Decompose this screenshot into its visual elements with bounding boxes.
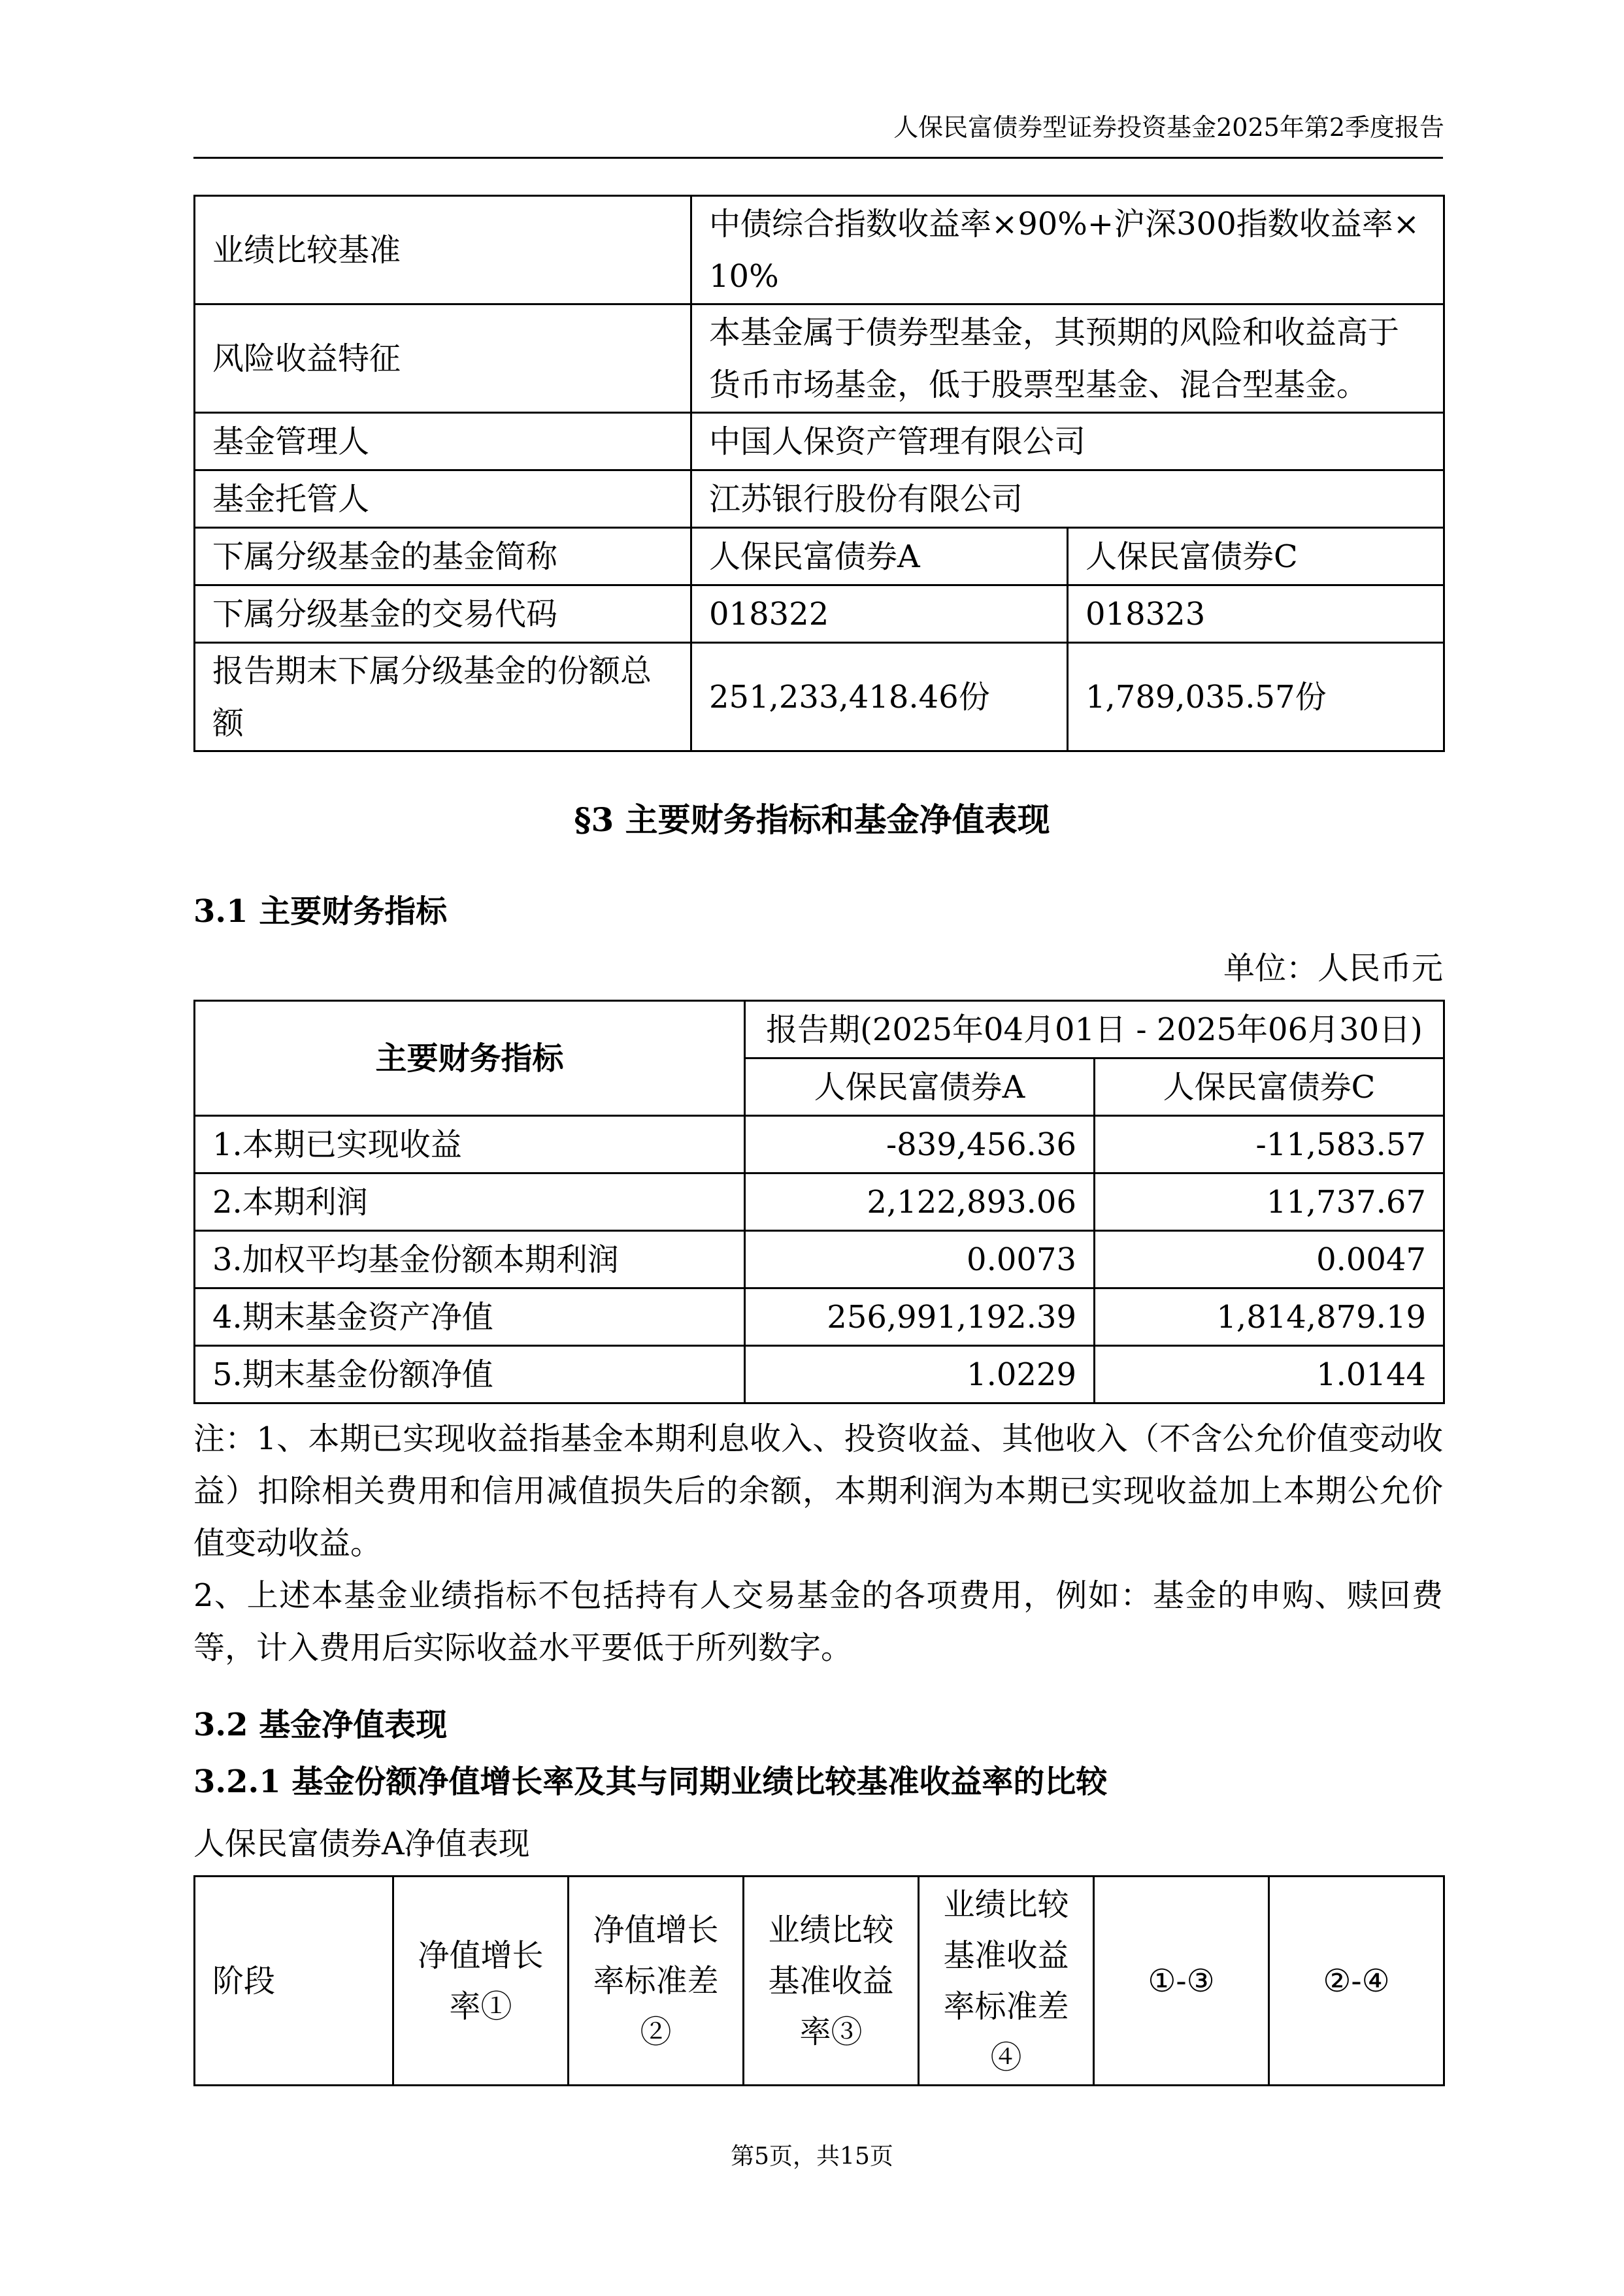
value-a: 1.0229: [745, 1346, 1095, 1403]
row-label: 基金管理人: [195, 413, 691, 470]
table-row: [195, 1288, 1444, 1346]
header-diff-2-4: ②-④: [1269, 1877, 1444, 2086]
table-row: [195, 643, 1444, 751]
row-label: 基金托管人: [195, 470, 691, 528]
subsection-title: 3.1 主要财务指标: [193, 893, 448, 930]
table-row: [195, 1346, 1444, 1403]
indicator-label: 2.本期利润: [195, 1173, 745, 1231]
col-c-header: 人保民富债券C: [1095, 1058, 1444, 1116]
header-divider: [193, 157, 1443, 159]
benchmark-value: 中债综合指数收益率×90%+沪深300指数收益率×10%: [691, 196, 1444, 304]
value-a: 256,991,192.39: [745, 1288, 1095, 1346]
table-row: [195, 1173, 1444, 1231]
table-row: [195, 413, 1444, 470]
fund-manager-value: 中国人保资产管理有限公司: [691, 413, 1444, 470]
table-row: [195, 528, 1444, 585]
indicator-label: 1.本期已实现收益: [195, 1116, 745, 1173]
table-header-row: [195, 1877, 1444, 2086]
header-benchmark-std: 业绩比较基准收益率标准差④: [919, 1877, 1094, 2086]
value-c: -11,583.57: [1095, 1116, 1444, 1173]
table-row: [195, 585, 1444, 643]
table-row: [195, 1231, 1444, 1288]
risk-return-value: 本基金属于债券型基金，其预期的风险和收益高于货币市场基金，低于股票型基金、混合型基金。: [691, 304, 1444, 413]
subsection-title: 3.2 基金净值表现: [193, 1707, 448, 1743]
subsection-subtitle: 3.2.1 基金份额净值增长率及其与同期业绩比较基准收益率的比较: [193, 1763, 1108, 1800]
notes-block: [193, 1413, 1443, 1674]
period-header: 报告期(2025年04月01日 - 2025年06月30日): [745, 1001, 1444, 1058]
share-c-value: 1,789,035.57份: [1068, 643, 1444, 751]
row-label: 报告期末下属分级基金的份额总额: [195, 643, 691, 751]
fund-info-table: [193, 195, 1445, 752]
page-footer: 第5页，共15页: [731, 2143, 893, 2170]
table-row: [195, 1116, 1444, 1173]
custodian-value: 江苏银行股份有限公司: [691, 470, 1444, 528]
indicator-header: 主要财务指标: [195, 1001, 745, 1116]
unit-label: 单位：人民币元: [1223, 950, 1443, 987]
value-c: 1.0144: [1095, 1346, 1444, 1403]
header-nav-std: 净值增长率标准差②: [569, 1877, 744, 2086]
value-c: 11,737.67: [1095, 1173, 1444, 1231]
note-1: 注：1、本期已实现收益指基金本期利息收入、投资收益、其他收入（不含公允价值变动收益）扣除相关费用和信用减值损失后的余额，本期利润为本期已实现收益加上本期公允价值变动收益。: [193, 1420, 1443, 1562]
header-nav-growth: 净值增长率①: [393, 1877, 569, 2086]
header-stage: 阶段: [195, 1877, 393, 2086]
value-c: 0.0047: [1095, 1231, 1444, 1288]
share-a-value: 251,233,418.46份: [691, 643, 1068, 751]
financial-indicators-table: [193, 1000, 1445, 1404]
table-row: [195, 304, 1444, 413]
indicator-label: 3.加权平均基金份额本期利润: [195, 1231, 745, 1288]
row-label: 下属分级基金的基金简称: [195, 528, 691, 585]
header-diff-1-3: ①-③: [1094, 1877, 1269, 2086]
value-a: 0.0073: [745, 1231, 1095, 1288]
row-label: 风险收益特征: [195, 304, 691, 413]
indicator-label: 5.期末基金份额净值: [195, 1346, 745, 1403]
note-2: 2、上述本基金业绩指标不包括持有人交易基金的各项费用，例如：基金的申购、赎回费等，计入费用后实际收益水平要低于所列数字。: [193, 1577, 1443, 1666]
share-a-value: 人保民富债券A: [691, 528, 1068, 585]
indicator-label: 4.期末基金资产净值: [195, 1288, 745, 1346]
share-c-value: 人保民富债券C: [1068, 528, 1444, 585]
col-a-header: 人保民富债券A: [745, 1058, 1095, 1116]
value-a: 2,122,893.06: [745, 1173, 1095, 1231]
header-benchmark-return: 业绩比较基准收益率③: [744, 1877, 919, 2086]
share-c-value: 018323: [1068, 585, 1444, 643]
table-row: [195, 196, 1444, 304]
nav-performance-table: [193, 1875, 1445, 2086]
report-header-title: 人保民富债券型证券投资基金2025年第2季度报告: [893, 113, 1444, 142]
table-caption: 人保民富债券A净值表现: [193, 1826, 530, 1862]
table-header-row: [195, 1001, 1444, 1058]
section-title: §3 主要财务指标和基金净值表现: [574, 800, 1050, 839]
value-a: -839,456.36: [745, 1116, 1095, 1173]
table-row: [195, 470, 1444, 528]
share-a-value: 018322: [691, 585, 1068, 643]
row-label: 业绩比较基准: [195, 196, 691, 304]
value-c: 1,814,879.19: [1095, 1288, 1444, 1346]
row-label: 下属分级基金的交易代码: [195, 585, 691, 643]
